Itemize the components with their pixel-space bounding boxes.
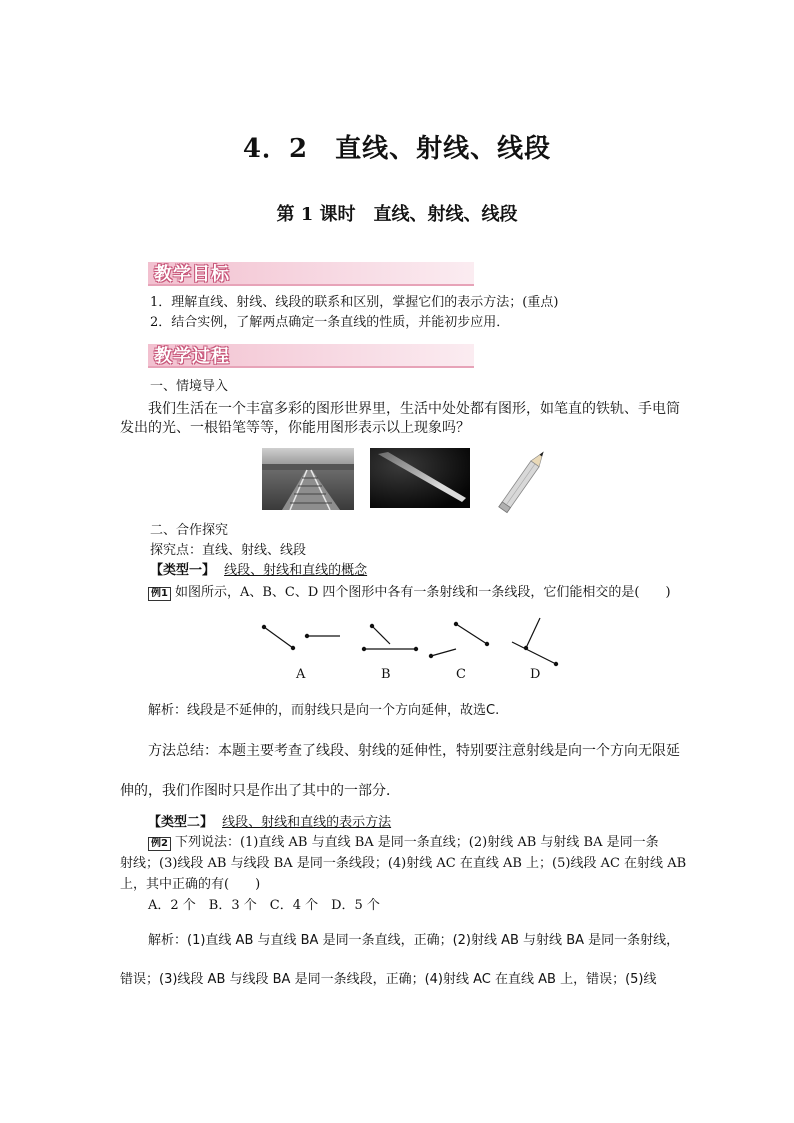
example-2-analysis-line: 错误；(3)线段 AB 与线段 BA 是同一条线段，正确；(4)射线 AC 在直线 AB 上，错误；(5)线 [120,972,657,987]
example-text: 如图所示，A、B、C、D 四个图形中各有一条射线和一条线段，它们能相交的是( ) [174,585,671,600]
explore-point: 探究点：直线、射线、线段 [150,543,307,558]
example-2-options: A．2 个 B．3 个 C．4 个 D．5 个 [148,898,380,913]
type-label: 【类型二】 [148,815,214,830]
banner-teaching-process [148,344,474,368]
type-label: 【类型一】 [150,563,216,578]
banner-teaching-goals [148,262,474,286]
figure-label-d: D [530,667,541,682]
example-1-question [148,584,671,602]
method-summary-line: 伸的，我们作图时只是作出了其中的一部分． [120,783,400,799]
example-tag: 例1 [148,587,171,601]
banner-label: 教学过程 [154,346,230,367]
pencil-photo [486,448,560,514]
figure-label-c: C [456,667,466,682]
flashlight-beam-photo [370,448,470,508]
intro-paragraph-line: 发出的光、一根铅笔等等，你能用图形表示以上现象吗？ [120,420,470,436]
section-heading-intro: 一、情境导入 [150,379,229,394]
type-title: 线段、射线和直线的表示方法 [222,815,392,830]
example-2-analysis-line: 解析：(1)直线 AB 与直线 BA 是同一条直线，正确；(2)射线 AB 与射线 BA 是同一条射线， [148,933,680,948]
type-heading-2 [148,814,391,832]
method-summary-line: 方法总结：本题主要考查了线段、射线的延伸性，特别要注意射线是向一个方向无限延 [148,743,680,759]
example-1-analysis: 解析：线段是不延伸的，而射线只是向一个方向延伸，故选C. [148,703,500,718]
figure-label-a: A [296,667,306,682]
example-2-question-line [148,834,659,852]
page-title: 4．2 直线、射线、线段 [242,134,552,164]
lesson-subtitle: 第 1 课时 直线、射线、线段 [276,204,518,225]
goal-item-2: 2．结合实例，了解两点确定一条直线的性质，并能初步应用． [150,315,510,330]
example-tag: 例2 [148,837,171,851]
example-2-question-line: 上，其中正确的有( ) [120,877,261,892]
example-2-question-line: 射线；(3)线段 AB 与线段 BA 是同一条线段；(4)射线 AC 在直线 AB 上；(5)线段 AC 在射线 AB [120,856,687,871]
railway-photo [262,448,354,510]
banner-label: 教学目标 [154,264,230,285]
type-title: 线段、射线和直线的概念 [224,563,368,578]
figure-label-b: B [381,667,391,682]
type-heading-1 [150,562,367,580]
goal-item-1: 1．理解直线、射线、线段的联系和区别，掌握它们的表示方法；(重点) [150,295,559,310]
example-text: 下列说法：(1)直线 AB 与直线 BA 是同一条直线；(2)射线 AB 与射线 BA 是同一条 [174,835,659,850]
section-heading-explore: 二、合作探究 [150,523,229,538]
intro-paragraph-line: 我们生活在一个丰富多彩的图形世界里，生活中处处都有图形，如笔直的铁轨、手电筒 [148,401,680,417]
